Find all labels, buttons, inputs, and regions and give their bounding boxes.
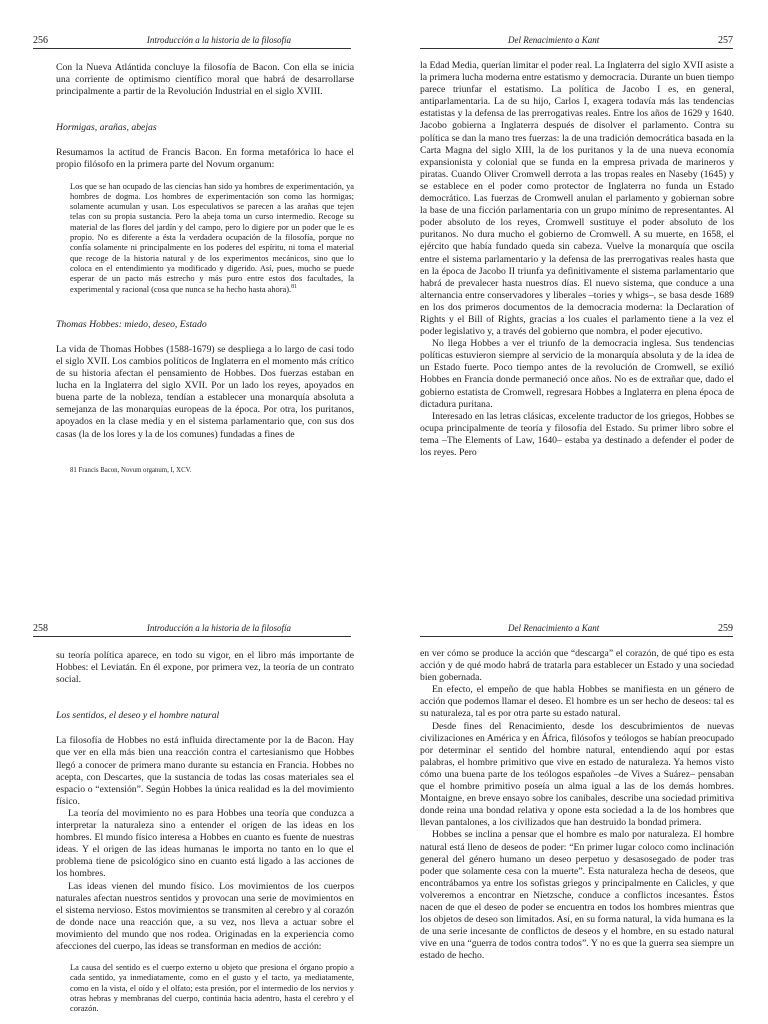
running-title: Introducción a la historia de la filosofía bbox=[146, 623, 291, 633]
page-258 bbox=[0, 610, 384, 1024]
footnote-ref: 81 bbox=[291, 283, 298, 290]
page-number: 257 bbox=[718, 34, 733, 46]
paragraph: Con la Nueva Atlántida concluye la filosofía de Bacon. Con ella se inicia una corriente de optimismo científico moral que habrá de desarrollarse principalmente a partir de la Revolución Industrial en el siglo XVIII. bbox=[56, 62, 354, 98]
page-256 bbox=[0, 22, 384, 582]
footnote: 81 Francis Bacon, Novum organum, I, XCV. bbox=[70, 466, 192, 474]
section-heading: Hormigas, arañas, abejas bbox=[56, 122, 157, 134]
paragraph: en ver cómo se produce la acción que “descarga” el corazón, de qué tipo es esta acción y de qué modo habrá de tratarla para establecer un Estado y una sociedad bien gobernada. bbox=[420, 648, 734, 684]
quote-text: Los que se han ocupado de las ciencias han sido ya hombres de experimentación, ya hombres de dogma. Los hombres de experimentación son como las hormigas; solamente acumulan y usan. Los especulativos se parecen a las arañas que tejen telas con su propia sustancia. Pero la abeja toma un curso intermedio. Recoge su material de las flores del jardín y del campo, pero lo digiere por un poder que le es propio. No es diferente a ésta la verdadera ocupación de la filosofía, porque no confía solamente ni principalmente en los poderes del espíritu, ni toma el material que recoge de la historia natural y de los experimentos mecánicos, sino que lo coloca en el entendimiento ya modificado y digerido. Así, pues, mucho se puede esperar de un pacto más estrecho y más puro entre estos dos facultades, la experimental y racional (cosa que nunca se ha hecho hasta ahora). bbox=[70, 181, 354, 294]
running-title: Del Renacimiento a Kant bbox=[508, 623, 600, 633]
paragraph: La vida de Thomas Hobbes (1588-1679) se despliega a lo largo de casi todo el siglo XVII. Los cambios políticos de Inglaterra en el momento más crítico de su historia afectan el pensamiento de Hobbes. Dos fuerzas estaban en lucha en la Inglaterra del siglo XVII. Por un lado los reyes, apoyados en buena parte de la nobleza, tendían a establecer una monarquía absoluta a semejanza de las monarquías europeas de la época. Por otra, los puritanos, apoyados en la clase media y en el sistema parlamentario que, con sus dos casas (la de los lores y la de los comunes) fundadas a fines de bbox=[56, 343, 354, 440]
page-259 bbox=[384, 610, 768, 1024]
paragraph: la Edad Media, querían limitar el poder real. La Inglaterra del siglo XVII asiste a la primera lucha moderna entre estatismo y democracia. Durante un buen tiempo parece triunfar el estatismo. La política de Jacobo I es, en general, antiparlamentaria. La de su hijo, Carlos I, exagera todavía más las tendencias estatistas y la defensa de las prerrogativas reales. Entre los años de 1629 y 1640. Jacobo gobierna a Inglaterra después de disolver el parlamento. Contra su política se dan la mano tres fuerzas: la de una tradición democrática basada en la Carta Magna del siglo XIII, la de los puritanos y la de una nueva economía expansionista y colonial que se funda en la empresa privada de marineros y piratas. Cuando Oliver Cromwell derrota a las tropas reales en Naseby (1645) y se establece en el poder como protector de Inglaterra no funda un Estado democrático. Las fuerzas de Cromwell anulan el parlamento y gobiernan sobre la base de una ficción parlamentaria con un grupo mínimo de representantes. Al poder absoluto de los reyes, Cromwell sustituye el poder absoluto de los puritanos. No dura mucho el gobierno de Cromwell. A su muerte, en 1658, el ejército que había fundado queda sin cabeza. Vuelve la monarquía que oscila entre el sistema parlamentario y la defensa de las prerrogativas reales hasta que en la época de Jacobo II triunfa ya definitivamente el sistema parlamentario que habrá de prevalecer hasta nuestros días. El nuevo sistema, que conduce a una alternancia entre conservadores y liberales –tories y whigs–, se basa desde 1689 en los dos primeros documentos de la democracia moderna: la Declaration of Rights y el Bill of Rights, gracias a los cuales el parlamento tiene a la vez el poder legislativo y, a través del gobierno que nombra, el poder ejecutivo. bbox=[420, 60, 734, 338]
page-header bbox=[420, 620, 733, 637]
page-number: 259 bbox=[718, 622, 733, 634]
running-title: Del Renacimiento a Kant bbox=[508, 35, 600, 45]
page-number: 258 bbox=[33, 622, 48, 634]
paragraph: Resumamos la actitud de Francis Bacon. En forma metafórica lo hace el propio filósofo en la primera parte del Novum organum: bbox=[56, 147, 354, 171]
page-body bbox=[56, 650, 354, 1024]
paragraph: Desde fines del Renacimiento, desde los descubrimientos de nuevas civilizaciones en América y en África, filósofos y teólogos se habían preocupado por determinar el sentido del hombre natural, entendiendo aquí por estas palabras, el hombre primitivo que vive en estado de naturaleza. Ya hemos visto cómo una buena parte de los teólogos españoles –de Vives a Suárez– pensaban que el hombre primitivo poseía un alma igual a las de los demás hombres. Montaigne, en breve ensayo sobre los caníbales, describe una sociedad primitiva donde reina una bondad relativa y opone esta sociedad a la de los hombres que llevan pantalones, a los civilizados que han destruido la bondad primera. bbox=[420, 720, 734, 829]
paragraph: En efecto, el empeño de que habla Hobbes se manifiesta en un género de acción que podemos llamar el deseo. El hombre es un ser hecho de deseos: tal es su naturaleza, tal es por otra parte su estado natural. bbox=[420, 684, 734, 720]
section-heading: Los sentidos, el deseo y el hombre natural bbox=[56, 710, 220, 722]
paragraph: Las ideas vienen del mundo físico. Los movimientos de los cuerpos naturales afectan nuestros sentidos y provocan una serie de movimientos en el sistema nervioso. Estos movimientos se transmiten al cerebro y al corazón de donde nace una reacción que, a su vez, nos lleva a actuar sobre el movimiento del mundo que nos rodea. Originadas en la experiencia como afecciones del cuerpo, las ideas se transforman en medios de acción: bbox=[56, 880, 354, 952]
paragraph: La filosofía de Hobbes no está influida directamente por la de Bacon. Hay que ver en ella más bien una reacción contra el cartesianismo que Hobbes llegó a conocer de primera mano durante su estancia en Francia. Hobbes no acepta, con Descartes, que la sustancia de todas las cosas materiales sea el espacio o “extensión”. Según Hobbes la única realidad es la del movimiento físico. bbox=[56, 735, 354, 807]
paragraph: Interesado en las letras clásicas, excelente traductor de los griegos, Hobbes se ocupa principalmente de teoría y filosofía del Estado. Su primer libro sobre el tema –The Elements of Law, 1640– estaba ya destinado a defender el poder de los reyes. Pero bbox=[420, 410, 734, 458]
page-body bbox=[420, 60, 734, 459]
page-header bbox=[33, 32, 351, 49]
paragraph: Hobbes se inclina a pensar que el hombre es malo por naturaleza. El hombre natural está lleno de deseos de poder: “En primer lugar coloco como inclinación general del género humano un deseo perpetuo y desasosegado de poder tras poder que solamente cesa con la muerte”. Esta naturaleza hecha de deseos, que encontrábamos ya entre los sofistas griegos y principalmente en Calicles, y que volveremos a encontrar en Nietzsche, conduce a conflictos incesantes. Éstos nacen de que el deseo de poder se encuentra en todos los hombres mientras que los objetos de deseo son limitados. Así, en su forma natural, la vida humana es la de una serie incesante de conflictos de deseos y el hombre, en su estado natural vive en una “guerra de todos contra todos”. Y no es que la guerra sea siempre un estado de hecho. bbox=[420, 829, 734, 962]
running-title: Introducción a la historia de la filosofía bbox=[146, 35, 291, 45]
section-heading: Thomas Hobbes: miedo, deseo, Estado bbox=[56, 318, 207, 330]
page-257 bbox=[384, 22, 768, 582]
page-body bbox=[420, 648, 734, 962]
paragraph: La teoría del movimiento no es para Hobbes una teoría que conduzca a interpretar la naturaleza sino a entender el origen de las ideas en los hombres. El mundo físico interesa a Hobbes en cuanto es fuente de nuestras ideas. Y el origen de las ideas humanas le importa no tanto en lo que el problema tiene de psicológico sino en cuanto está ligado a las acciones de los hombres. bbox=[56, 807, 354, 880]
block-quote: La causa del sentido es el cuerpo externo u objeto que presiona el órgano propio a cada sentido, ya inmediatamente, como en el gusto y el tacto, ya mediatamente, como en la vista, el oído y el olfato; esta presión, por el intermedio de los nervios y otras hebras y membranas del cuerpo, continúa hacia adentro, hasta el cerebro y el corazón. bbox=[70, 963, 354, 1014]
block-quote bbox=[70, 182, 354, 295]
page-header bbox=[33, 620, 351, 637]
page-header bbox=[420, 32, 733, 49]
page-number: 256 bbox=[33, 34, 48, 46]
paragraph: su teoría política aparece, en todo su vigor, en el libro más importante de Hobbes: el Leviatán. En él expone, por primera vez, la teoría de un contrato social. bbox=[56, 650, 354, 686]
page-body bbox=[56, 62, 354, 477]
paragraph: No llega Hobbes a ver el triunfo de la democracia inglesa. Sus tendencias políticas estuvieron siempre al servicio de la monarquía absoluta y de la idea de un Estado fuerte. Poco tiempo antes de la revolución de Cromwell, se exilió Hobbes en Francia donde permaneció once años. No es de extrañar que, dado el gobierno estatista de Cromwell, regresara Hobbes a Inglaterra en plena época de dictadura puritana. bbox=[420, 338, 734, 410]
